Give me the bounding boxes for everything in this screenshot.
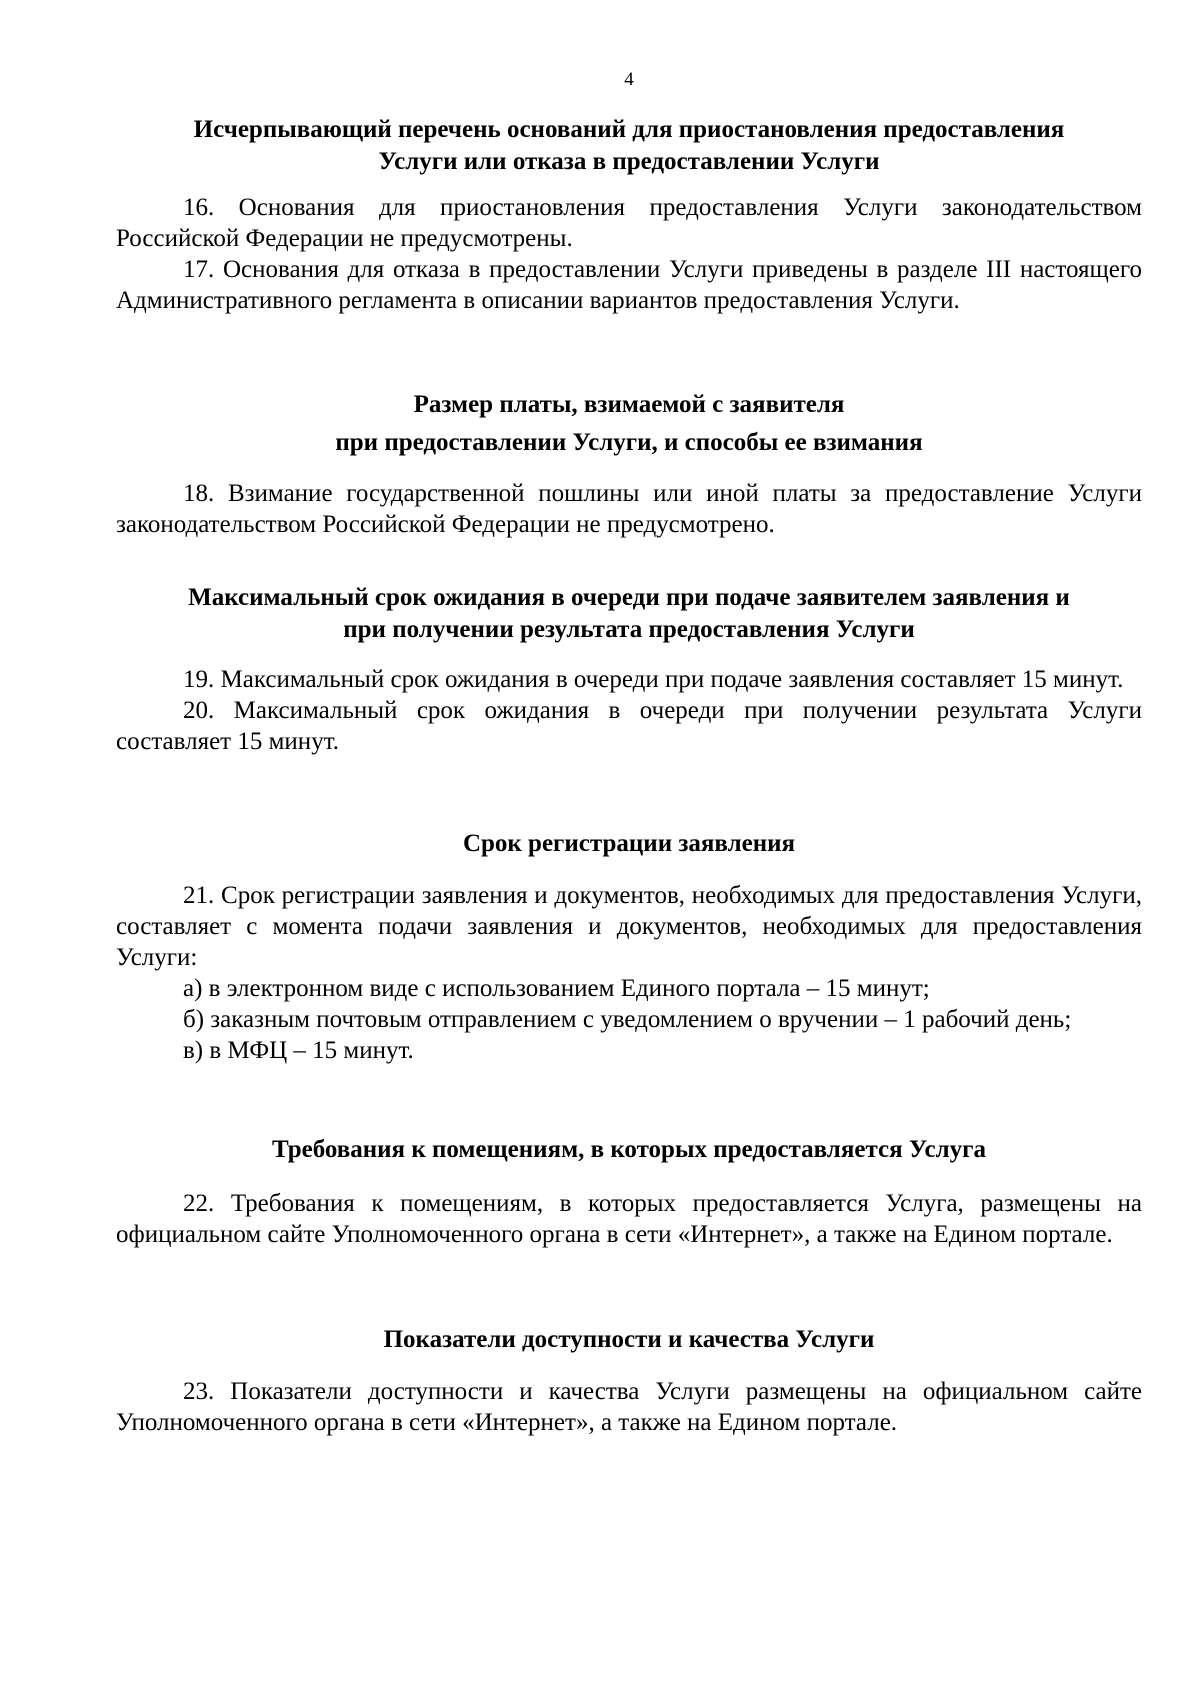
section-quality-body: [116, 1376, 1142, 1438]
paragraph-22: 22. Требования к помещениям, в которых предоставляется Услуга, размещены на официальном сайте Уполномоченного органа в сети «Интернет», а также на Едином портале.: [116, 1190, 1142, 1248]
section-premises-body: [116, 1188, 1142, 1250]
section-suspension-grounds: [116, 114, 1142, 178]
heading-line: Максимальный срок ожидания в очереди при подаче заявителем заявления и: [188, 584, 1070, 611]
section-heading: [116, 386, 1142, 462]
section-registration-body: [116, 880, 1142, 1066]
section-heading: [116, 1324, 1142, 1356]
section-fee: [116, 386, 1142, 462]
paragraph-17: 17. Основания для отказа в предоставлении Услуги приведены в разделе III настоящего Административного регламента в описании вариантов предоставления Услуги.: [116, 256, 1142, 314]
section-heading: [116, 582, 1142, 646]
section-suspension-body: [116, 192, 1142, 316]
heading-line: Требования к помещениям, в которых предоставляется Услуга: [271, 1136, 987, 1163]
heading-line: Размер платы, взимаемой с заявителя: [413, 391, 845, 418]
paragraph-23: 23. Показатели доступности и качества Услуги размещены на официальном сайте Уполномоченного органа в сети «Интернет», а также на Едином портале.: [116, 1378, 1142, 1436]
paragraph-21-c: в) в МФЦ – 15 минут.: [183, 1037, 414, 1064]
section-heading: [116, 114, 1142, 178]
section-heading: [116, 828, 1142, 860]
paragraph-19: 19. Максимальный срок ожидания в очереди при подаче заявления составляет 15 минут.: [183, 666, 1124, 693]
section-queue-body: [116, 664, 1142, 757]
heading-line: при предоставлении Услуги, и способы ее взимания: [335, 429, 923, 456]
section-queue-time: [116, 582, 1142, 646]
paragraph-21-a: а) в электронном виде с использованием Единого портала – 15 минут;: [183, 975, 930, 1002]
section-premises: [116, 1134, 1142, 1166]
heading-line: Услуги или отказа в предоставлении Услуги: [378, 148, 880, 175]
section-quality: [116, 1324, 1142, 1356]
paragraph-21: 21. Срок регистрации заявления и документов, необходимых для предоставления Услуги, составляет с момента подачи заявления и документов, необходимых для предоставления Услуги:: [116, 882, 1142, 971]
heading-line: при получении результата предоставления Услуги: [343, 616, 915, 643]
paragraph-20: 20. Максимальный срок ожидания в очереди при получении результата Услуги составляет 15 минут.: [116, 697, 1142, 755]
paragraph-16: 16. Основания для приостановления предоставления Услуги законодательством Российской Федерации не предусмотрены.: [116, 194, 1142, 252]
section-heading: [116, 1134, 1142, 1166]
page-number: 4: [624, 69, 634, 90]
section-registration: [116, 828, 1142, 860]
heading-line: Срок регистрации заявления: [462, 830, 796, 857]
heading-line: Исчерпывающий перечень оснований для приостановления предоставления: [193, 116, 1065, 143]
section-fee-body: [116, 478, 1142, 540]
paragraph-21-b: б) заказным почтовым отправлением с уведомлением о вручении – 1 рабочий день;: [183, 1006, 1072, 1033]
heading-line: Показатели доступности и качества Услуги: [383, 1326, 875, 1353]
paragraph-18: 18. Взимание государственной пошлины или иной платы за предоставление Услуги законодательством Российской Федерации не предусмотрено.: [116, 480, 1142, 538]
